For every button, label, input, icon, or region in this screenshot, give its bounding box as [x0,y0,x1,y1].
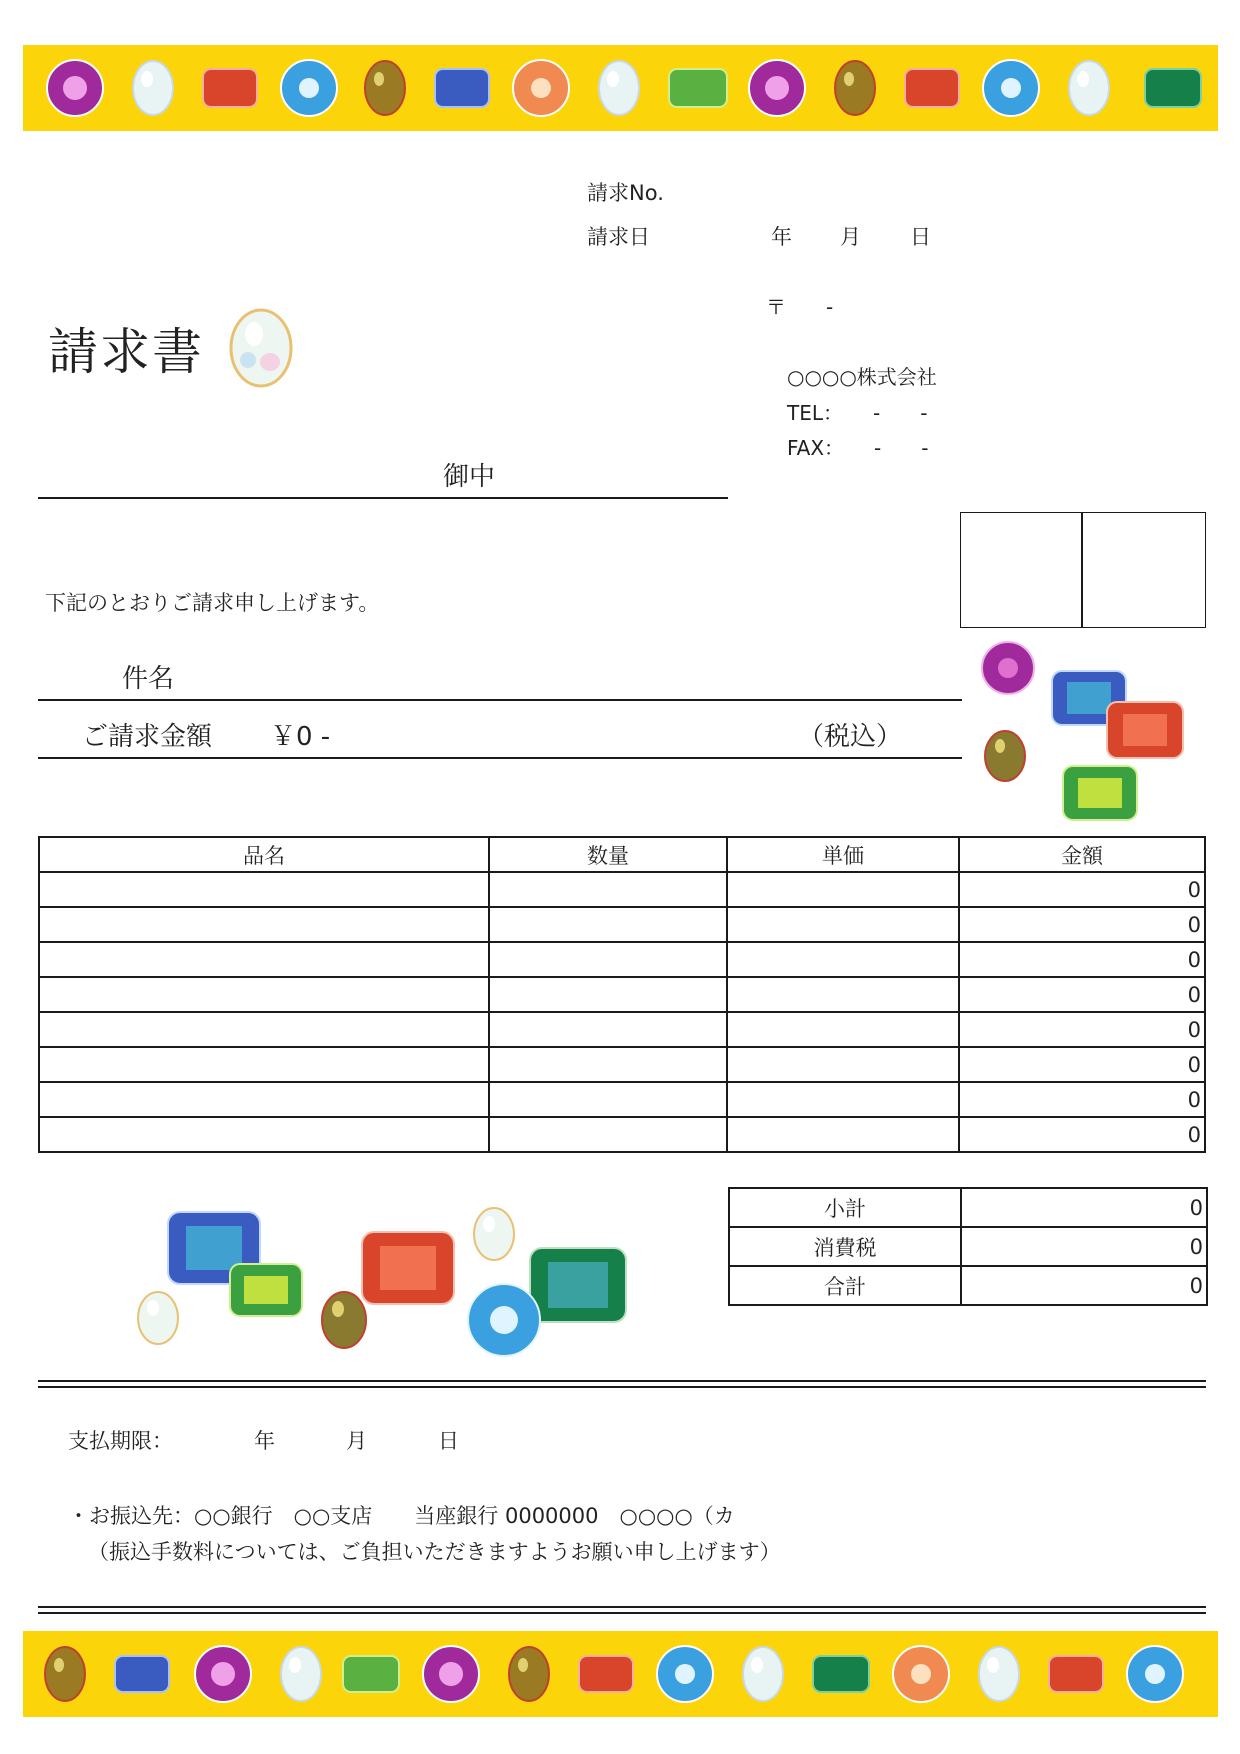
bottom-gem-border [23,1631,1218,1717]
total-label: 合計 [729,1266,961,1305]
amount-cell: 0 [959,942,1205,977]
quantity-cell[interactable] [489,872,727,907]
unit-price-cell[interactable] [727,872,959,907]
opal-egg-icon [599,61,639,115]
cyan-gem-icon [983,60,1039,116]
table-row [39,1117,1205,1152]
amber-egg-icon [509,1647,549,1701]
table-row [39,1012,1205,1047]
item-name-cell[interactable] [39,1047,489,1082]
unit-price-cell[interactable] [727,907,959,942]
page-title: 請求書 [48,323,204,381]
green-gem-icon [1063,766,1137,820]
quantity-cell[interactable] [489,1047,727,1082]
amount-cell: 0 [959,907,1205,942]
red-gem-icon [1107,702,1183,758]
invoice-date-year: 年 [771,225,792,249]
amber-egg-icon [985,731,1025,781]
quantity-cell[interactable] [489,907,727,942]
opal-egg-icon [743,1647,783,1701]
item-name-cell[interactable] [39,1012,489,1047]
items-table-header [39,837,1205,872]
amount-cell: 0 [959,1117,1205,1152]
quantity-cell[interactable] [489,1012,727,1047]
item-name-cell[interactable] [39,977,489,1012]
gem-cluster-bottom [130,1200,650,1360]
table-row [39,1047,1205,1082]
divider-double-top-1 [38,1380,1206,1382]
tax-value: 0 [961,1227,1207,1266]
red-gem-icon [1049,1656,1103,1692]
invoice-no-label: 請求No. [587,181,664,205]
totals-table [728,1187,1208,1306]
purple-gem-icon [749,60,805,116]
green-gem-icon [343,1656,399,1692]
unit-price-cell[interactable] [727,1012,959,1047]
payment-due-label: 支払期限： [68,1429,173,1453]
purple-gem-icon [47,60,103,116]
sender-fax: FAX： - - [787,436,929,460]
quantity-cell[interactable] [489,1082,727,1117]
table-row [39,977,1205,1012]
table-row [39,942,1205,977]
table-row [39,1082,1205,1117]
purple-gem-icon [423,1646,479,1702]
subject-label: 件名 [122,664,175,694]
subject-underline [38,699,962,701]
red-gem-icon [905,69,959,107]
amount-cell: 0 [959,872,1205,907]
item-name-cell[interactable] [39,1117,489,1152]
unit-price-cell[interactable] [727,977,959,1012]
amber-egg-icon [45,1647,85,1701]
opal-egg-icon [281,1647,321,1701]
divider-double-top-2 [38,1386,1206,1388]
quantity-cell[interactable] [489,1117,727,1152]
stamp-box-right [1082,512,1206,628]
red-gem-icon [203,69,257,107]
purple-gem-icon [195,1646,251,1702]
quantity-cell[interactable] [489,942,727,977]
opal-egg-icon [1069,61,1109,115]
stamp-box-left [960,512,1082,628]
amount-cell: 0 [959,1012,1205,1047]
subtotal-value: 0 [961,1188,1207,1227]
col-header-amount: 金額 [959,837,1205,872]
gem-row-top [23,45,1218,131]
total-row [729,1266,1207,1305]
divider-double-bottom-1 [38,1606,1206,1608]
fee-note: （振込手数料については、ご負担いただきますようお願い申し上げます） [88,1540,781,1564]
opal-egg-icon [226,304,296,390]
red-gem-icon [362,1232,454,1304]
amber-egg-icon [365,61,405,115]
intro-text: 下記のとおりご請求申し上げます。 [45,591,380,615]
recipient-suffix: 御中 [443,462,496,492]
invoice-date-label: 請求日 [587,225,650,249]
opal-egg-icon [138,1292,178,1344]
quantity-cell[interactable] [489,977,727,1012]
tax-row [729,1227,1207,1266]
payment-due-day: 日 [438,1429,459,1453]
blue-gem-icon [115,1656,169,1692]
sender-tel: TEL： - - [787,401,928,425]
amount-cell: 0 [959,1082,1205,1117]
amber-egg-icon [322,1292,366,1348]
tax-label: 消費税 [729,1227,961,1266]
sender-company: ○○○○株式会社 [787,365,937,389]
col-header-item-name: 品名 [39,837,489,872]
bank-line: ・お振込先：○○銀行 ○○支店 当座銀行 0000000 ○○○○（カ [68,1504,735,1528]
amount-cell: 0 [959,977,1205,1012]
payment-due-month: 月 [346,1429,367,1453]
unit-price-cell[interactable] [727,1117,959,1152]
divider-double-bottom-2 [38,1612,1206,1614]
item-name-cell[interactable] [39,942,489,977]
amount-label: ご請求金額 [82,722,213,752]
col-header-quantity: 数量 [489,837,727,872]
subtotal-row [729,1188,1207,1227]
cyan-gem-icon [281,60,337,116]
items-table [38,836,1206,1153]
sender-postal: 〒 - [766,295,834,319]
gem-cluster-right [975,636,1215,826]
payment-due-year: 年 [254,1429,275,1453]
table-row [39,907,1205,942]
amount-cell: 0 [959,1047,1205,1082]
unit-price-cell[interactable] [727,942,959,977]
purple-gem-icon [982,642,1034,694]
teal-gem-icon [813,1656,869,1692]
red-gem-icon [579,1656,633,1692]
blue-gem-icon [435,69,489,107]
opal-egg-icon [474,1208,514,1260]
invoice-date-day: 日 [910,225,931,249]
col-header-unit-price: 単価 [727,837,959,872]
table-row [39,872,1205,907]
item-name-cell[interactable] [39,1082,489,1117]
teal-gem-icon [530,1248,626,1322]
invoice-date-month: 月 [840,225,861,249]
amber-egg-icon [835,61,875,115]
teal-gem-icon [1145,69,1201,107]
recipient-underline [38,497,728,499]
item-name-cell[interactable] [39,907,489,942]
item-name-cell[interactable] [39,872,489,907]
orange-gem-icon [513,60,569,116]
unit-price-cell[interactable] [727,1047,959,1082]
opal-egg-icon [979,1647,1019,1701]
amount-underline [38,757,962,759]
top-gem-border [23,45,1218,131]
subtotal-label: 小計 [729,1188,961,1227]
unit-price-cell[interactable] [727,1082,959,1117]
amount-value: ￥0 - [270,722,331,752]
cyan-gem-icon [1127,1646,1183,1702]
amount-tax-note: （税込） [798,722,903,752]
cyan-gem-icon [657,1646,713,1702]
total-value: 0 [961,1266,1207,1305]
opal-egg-icon [133,61,173,115]
gem-row-bottom [23,1631,1218,1717]
green-gem-icon [230,1264,302,1316]
cyan-gem-icon [468,1284,540,1356]
green-gem-icon [669,69,727,107]
orange-gem-icon [893,1646,949,1702]
